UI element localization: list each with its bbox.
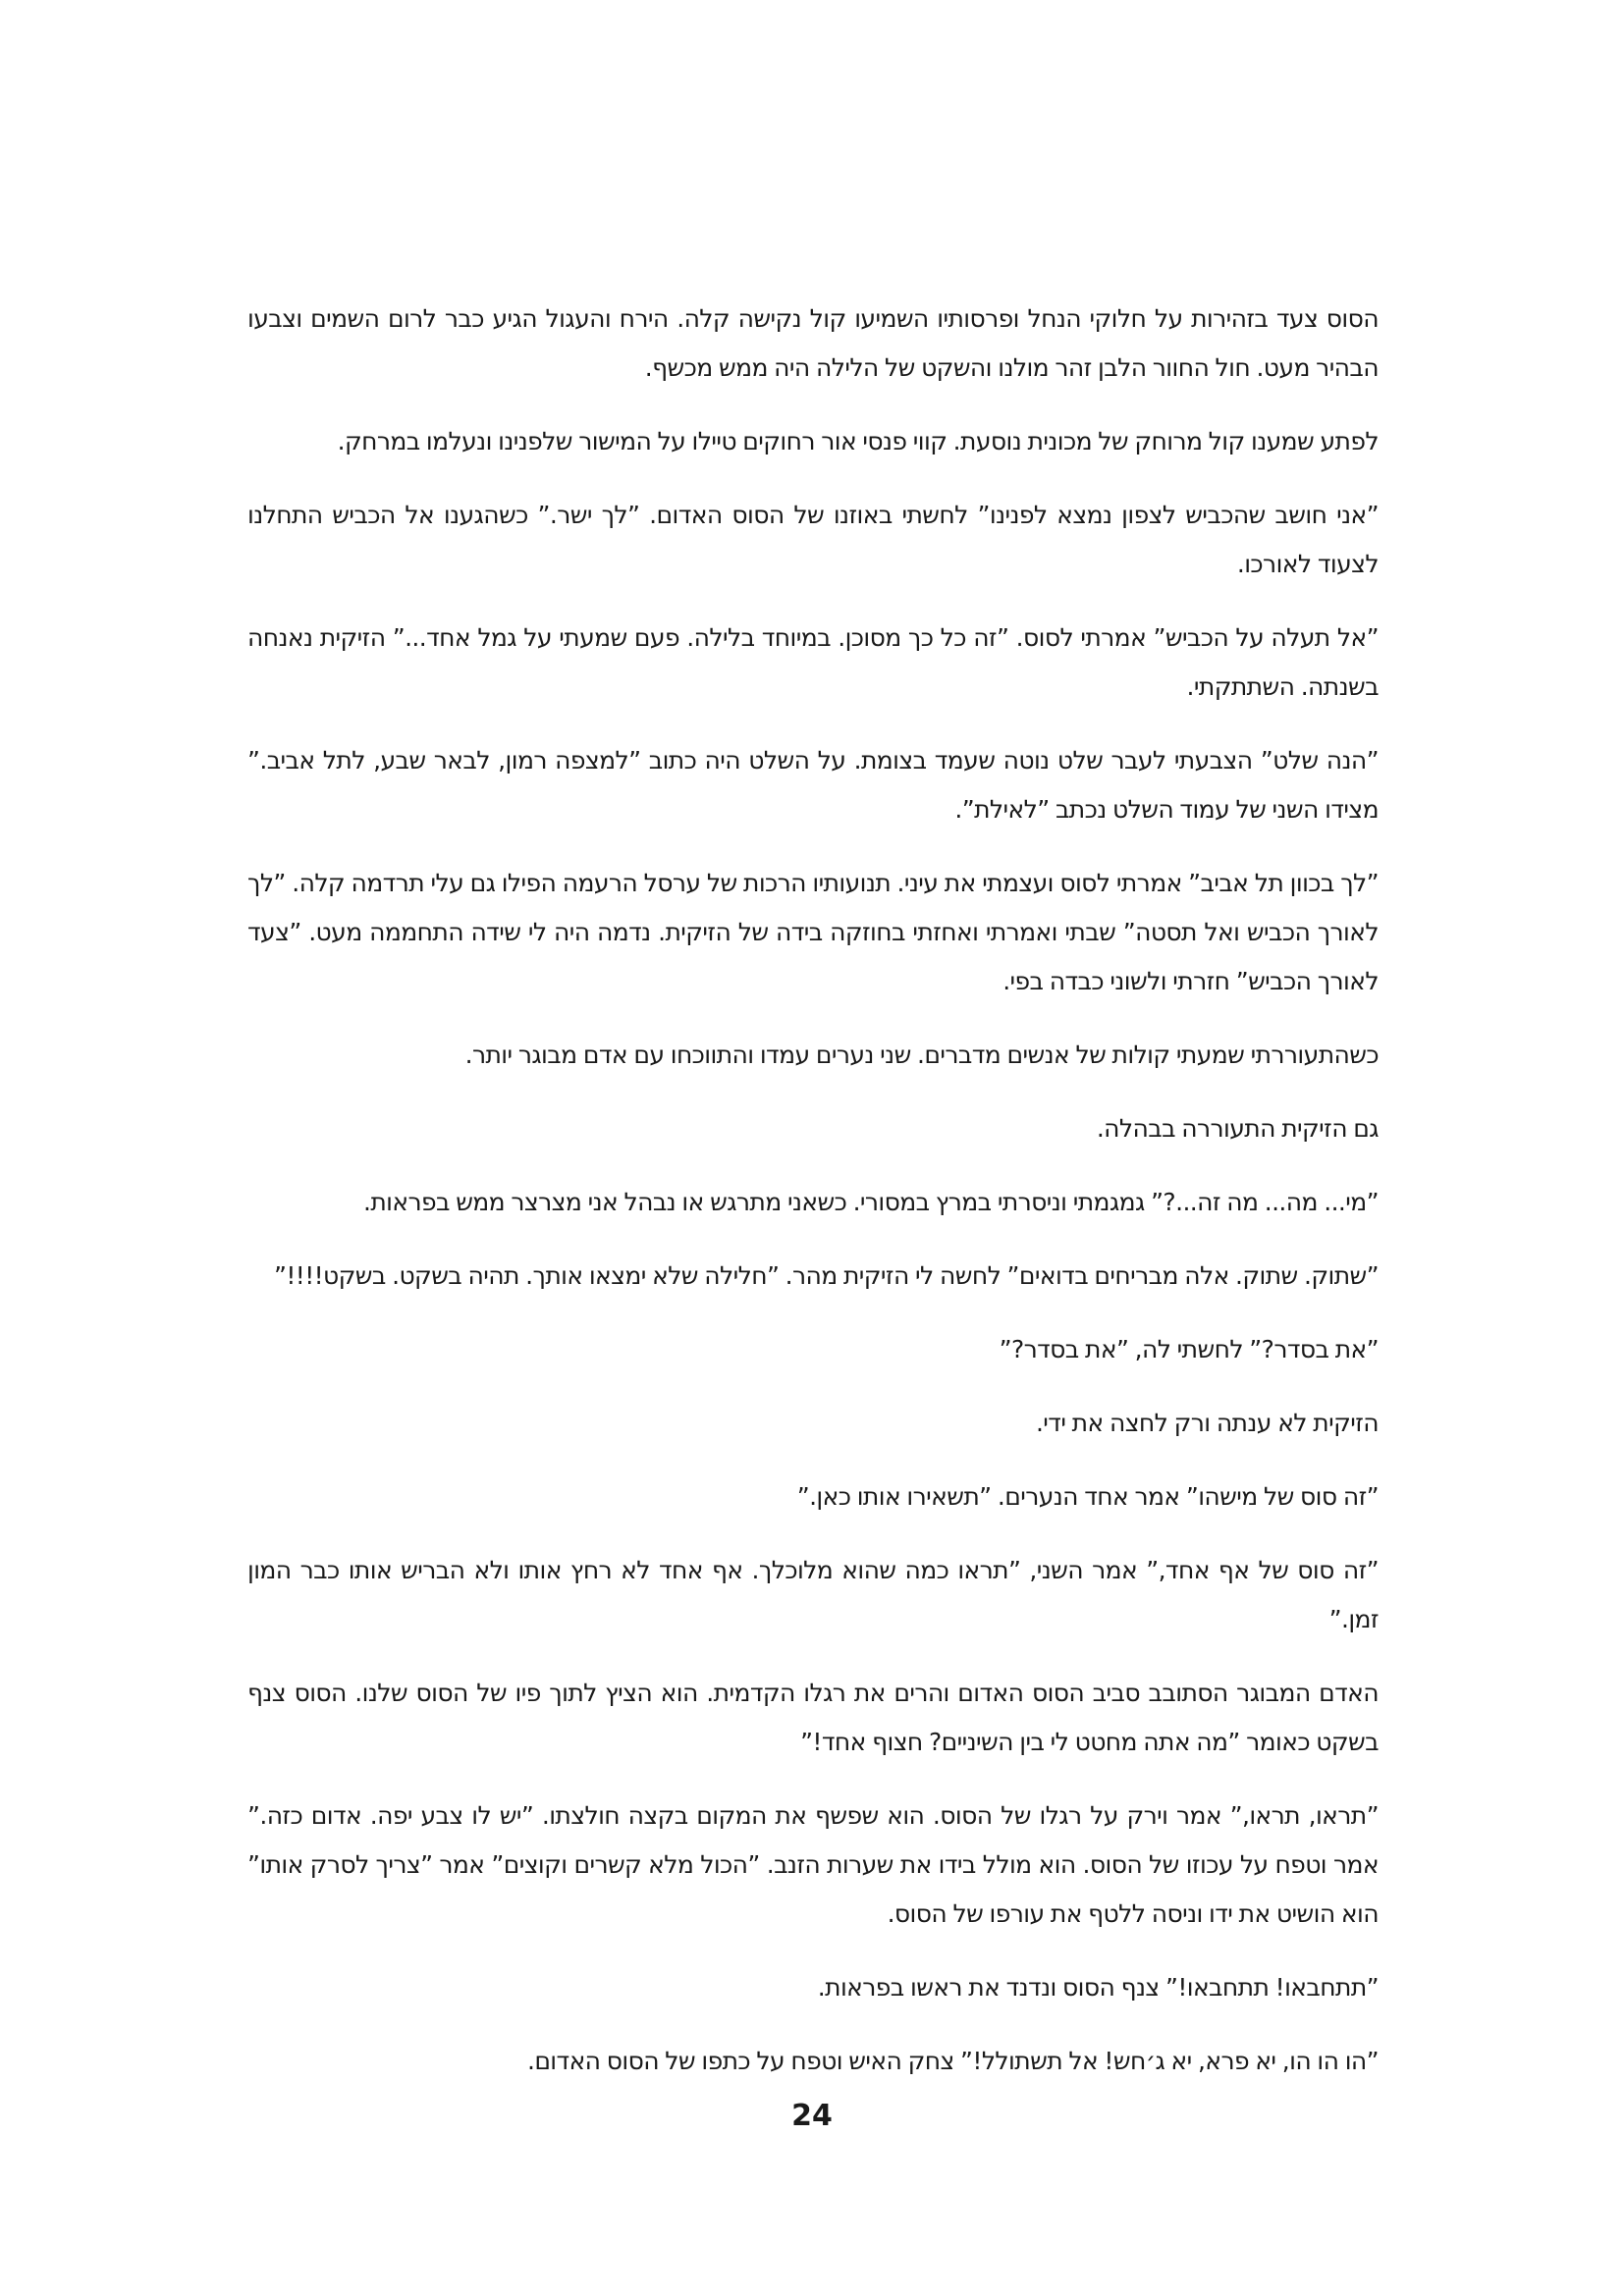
paragraph: ”מי... מה... מה זה...?” גמגמתי וניסרתי במרץ במסורי. כשאני מתרגש או נבהל אני מצרצר ממש בפראות.	[362, 1188, 1379, 1216]
paragraph: ”לך בכוון תל אביב” אמרתי לסוס ועצמתי את עיני. תנועותיו הרכות של ערסל הרעמה הפילו גם עלי תרדמה קלה. ”לך לאורך הכביש ואל תסטה” שבתי ואמרתי ואחזתי בחוזקה בידה של הזיקית. נדמה היה לי שידה התחממה מעט. ”צעד לאורך הכביש” חזרתי ולשוני כבדה בפי.	[247, 869, 1379, 995]
paragraph: ”שתוק. שתוק. אלה מבריחים בדואים” לחשה לי הזיקית מהר. ”חלילה שלא ימצאו אותך. תהיה בשקט. בשקט!!!!”	[274, 1261, 1379, 1290]
paragraph: ”אל תעלה על הכביש” אמרתי לסוס. ”זה כל כך מסוכן. במיוחד בלילה. פעם שמעתי על גמל אחד...” הזיקית נאנחה בשנתה. השתתקתי.	[247, 623, 1379, 701]
paragraph: ”הנה שלט” הצבעתי לעבר שלט נוטה שעמד בצומת. על השלט היה כתוב ”למצפה רמון, לבאר שבע, לתל אביב.” מצידו השני של עמוד השלט נכתב ”לאילת”.	[247, 746, 1379, 824]
paragraph: ”זה סוס של מישהו” אמר אחד הנערים. ”תשאירו אותו כאן.”	[796, 1482, 1379, 1511]
paragraph: ”הו הו הו, יא פרא, יא ג׳חש! אל תשתולל!” צחק האיש וטפח על כתפו של הסוס האדום.	[526, 2047, 1379, 2075]
page-number: 24	[791, 2099, 833, 2133]
paragraph: ”את בסדר?” לחשתי לה, ”את בסדר?”	[999, 1335, 1379, 1363]
paragraph: גם הזיקית התעוררה בבהלה.	[1096, 1114, 1379, 1143]
paragraph: לפתע שמענו קול מרוחק של מכונית נוסעת. קווי פנסי אור רחוקים טיילו על המישור שלפנינו ונעלמו במרחק.	[337, 427, 1379, 455]
paragraph: כשהתעוררתי שמעתי קולות של אנשים מדברים. שני נערים עמדו והתווכחו עם אדם מבוגר יותר.	[464, 1041, 1379, 1069]
paragraph: הזיקית לא ענתה ורק לחצה את ידי.	[1035, 1409, 1379, 1437]
paragraph: הסוס צעד בזהירות על חלוקי הנחל ופרסותיו השמיעו קול נקישה קלה. הירח והעגול הגיע כבר לרום השמים וצבעו הבהיר מעט. חול החוור הלבן זהר מולנו והשקט של הלילה היה ממש מכשף.	[247, 304, 1379, 382]
page-body	[247, 294, 1379, 2110]
paragraph: ”אני חושב שהכביש לצפון נמצא לפנינו” לחשתי באוזנו של הסוס האדום. ”לך ישר.” כשהגענו אל הכביש התחלנו לצעוד לאורכו.	[247, 501, 1379, 578]
paragraph: ”תתחבאו! תתחבאו!” צנף הסוס ונדנד את ראשו בפראות.	[817, 1973, 1379, 2002]
paragraph: ”תראו, תראו,” אמר וירק על רגלו של הסוס. הוא שפשף את המקום בקצה חולצתו. ”יש לו צבע יפה. אדום כזה.” אמר וטפח על עכוזו של הסוס. הוא מולל בידו את שערות הזנב. ”הכול מלא קשרים וקוצים” אמר ”צריך לסרק אותו” הוא הושיט את ידו וניסה ללטף את עורפו של הסוס.	[247, 1801, 1379, 1928]
paragraph: האדם המבוגר הסתובב סביב הסוס האדום והרים את רגלו הקדמית. הוא הציץ לתוך פיו של הסוס שלנו. הסוס צנף בשקט כאומר ”מה אתה מחטט לי בין השיניים? חצוף אחד!”	[247, 1679, 1379, 1756]
paragraph: ”זה סוס של אף אחד,” אמר השני, ”תראו כמה שהוא מלוכלך. אף אחד לא רחץ אותו ולא הבריש אותו כבר המון זמן.”	[247, 1556, 1379, 1633]
